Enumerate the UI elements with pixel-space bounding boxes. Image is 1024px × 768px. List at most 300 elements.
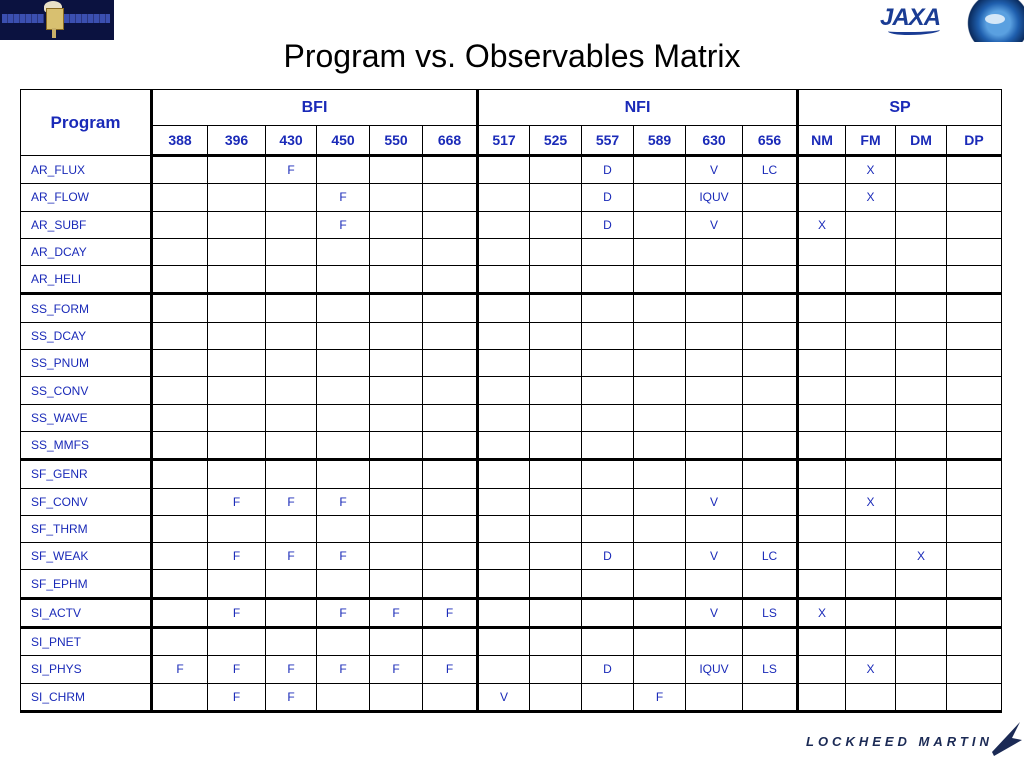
observable-cell bbox=[423, 350, 478, 377]
observable-cell: V bbox=[686, 488, 743, 515]
observable-cell bbox=[478, 488, 530, 515]
observable-cell bbox=[208, 266, 266, 294]
observable-cell bbox=[478, 184, 530, 211]
observable-cell bbox=[686, 683, 743, 711]
observable-cell bbox=[266, 404, 317, 431]
observable-cell bbox=[743, 515, 798, 542]
observable-cell bbox=[634, 238, 686, 265]
observable-cell bbox=[896, 238, 947, 265]
observable-cell bbox=[478, 404, 530, 431]
observable-cell bbox=[686, 460, 743, 488]
observable-cell bbox=[530, 570, 582, 598]
observable-cell bbox=[634, 460, 686, 488]
observable-cell bbox=[152, 322, 208, 349]
observable-cell bbox=[208, 431, 266, 459]
wavelength-header: 396 bbox=[208, 126, 266, 156]
observable-cell: F bbox=[266, 156, 317, 184]
observable-cell bbox=[317, 570, 370, 598]
observable-cell bbox=[846, 460, 896, 488]
observable-cell bbox=[846, 266, 896, 294]
observable-cell: LC bbox=[743, 543, 798, 570]
observable-cell: X bbox=[798, 598, 846, 627]
wavelength-header: NM bbox=[798, 126, 846, 156]
observable-cell bbox=[478, 628, 530, 656]
solar-panel-left bbox=[2, 14, 44, 23]
observable-cell bbox=[947, 377, 1002, 404]
observable-cell bbox=[582, 488, 634, 515]
observable-cell bbox=[743, 431, 798, 459]
jaxa-wordmark: JAXA bbox=[880, 4, 941, 31]
wavelength-header: 557 bbox=[582, 126, 634, 156]
observable-cell bbox=[947, 543, 1002, 570]
observable-cell: LC bbox=[743, 156, 798, 184]
observable-cell bbox=[947, 156, 1002, 184]
observable-cell bbox=[530, 431, 582, 459]
observable-cell bbox=[152, 515, 208, 542]
observable-cell: F bbox=[317, 184, 370, 211]
observable-cell bbox=[266, 238, 317, 265]
observable-cell bbox=[423, 184, 478, 211]
observable-cell: F bbox=[152, 656, 208, 683]
observable-cell bbox=[266, 570, 317, 598]
observable-cell bbox=[266, 294, 317, 322]
observable-cell bbox=[208, 350, 266, 377]
observable-cell bbox=[846, 570, 896, 598]
observable-cell bbox=[947, 656, 1002, 683]
observable-cell bbox=[743, 377, 798, 404]
observable-cell bbox=[896, 404, 947, 431]
observable-cell bbox=[582, 431, 634, 459]
observable-cell bbox=[530, 598, 582, 627]
program-name-cell: SS_WAVE bbox=[21, 404, 152, 431]
observable-cell bbox=[798, 570, 846, 598]
program-name-cell: SF_GENR bbox=[21, 460, 152, 488]
observable-cell bbox=[478, 238, 530, 265]
observable-cell bbox=[634, 350, 686, 377]
observable-cell bbox=[743, 294, 798, 322]
observable-cell bbox=[478, 656, 530, 683]
observable-cell bbox=[743, 683, 798, 711]
program-observables-matrix bbox=[20, 89, 1002, 713]
observable-cell bbox=[743, 184, 798, 211]
observable-cell: V bbox=[478, 683, 530, 711]
wavelength-header: 668 bbox=[423, 126, 478, 156]
observable-cell bbox=[743, 266, 798, 294]
observable-cell bbox=[208, 156, 266, 184]
observable-cell bbox=[152, 404, 208, 431]
wavelength-header: 388 bbox=[152, 126, 208, 156]
observable-cell bbox=[947, 488, 1002, 515]
table-row bbox=[21, 515, 1002, 542]
observable-cell bbox=[530, 404, 582, 431]
observable-cell: F bbox=[317, 598, 370, 627]
program-name-cell: SF_EPHM bbox=[21, 570, 152, 598]
observable-cell bbox=[530, 211, 582, 238]
table-row bbox=[21, 238, 1002, 265]
observable-cell bbox=[370, 628, 423, 656]
observable-cell bbox=[896, 184, 947, 211]
observable-cell bbox=[743, 211, 798, 238]
observable-cell bbox=[478, 156, 530, 184]
observable-cell bbox=[370, 294, 423, 322]
observable-cell bbox=[530, 184, 582, 211]
satellite-leg bbox=[52, 28, 56, 38]
observable-cell bbox=[152, 238, 208, 265]
observable-cell bbox=[896, 628, 947, 656]
observable-cell: D bbox=[582, 543, 634, 570]
observable-cell bbox=[634, 322, 686, 349]
observable-cell bbox=[634, 570, 686, 598]
observable-cell bbox=[896, 266, 947, 294]
observable-cell bbox=[317, 156, 370, 184]
observable-cell bbox=[634, 515, 686, 542]
table-row bbox=[21, 404, 1002, 431]
program-name-cell: AR_FLOW bbox=[21, 184, 152, 211]
observable-cell: LS bbox=[743, 656, 798, 683]
observable-cell bbox=[478, 294, 530, 322]
observable-cell bbox=[686, 628, 743, 656]
observable-cell bbox=[896, 377, 947, 404]
observable-cell bbox=[846, 350, 896, 377]
observable-cell bbox=[896, 515, 947, 542]
observable-cell bbox=[152, 598, 208, 627]
observable-cell bbox=[266, 184, 317, 211]
observable-cell bbox=[370, 431, 423, 459]
observable-cell bbox=[798, 238, 846, 265]
observable-cell: D bbox=[582, 184, 634, 211]
observable-cell bbox=[947, 211, 1002, 238]
observable-cell bbox=[846, 628, 896, 656]
observable-cell bbox=[317, 683, 370, 711]
observable-cell bbox=[947, 238, 1002, 265]
lockheed-martin-logo: LOCKHEED MARTIN bbox=[806, 734, 993, 749]
observable-cell bbox=[530, 156, 582, 184]
observable-cell bbox=[152, 460, 208, 488]
observable-cell bbox=[478, 570, 530, 598]
observable-cell bbox=[370, 156, 423, 184]
observable-cell bbox=[530, 294, 582, 322]
observable-cell bbox=[582, 460, 634, 488]
observable-cell bbox=[478, 431, 530, 459]
wavelength-header: 630 bbox=[686, 126, 743, 156]
observable-cell bbox=[370, 683, 423, 711]
observable-cell bbox=[152, 628, 208, 656]
observable-cell bbox=[896, 156, 947, 184]
observable-cell bbox=[208, 184, 266, 211]
observable-cell: F bbox=[423, 598, 478, 627]
observable-cell bbox=[686, 294, 743, 322]
observable-cell: F bbox=[208, 488, 266, 515]
observable-cell bbox=[317, 515, 370, 542]
observable-cell bbox=[686, 238, 743, 265]
table-row bbox=[21, 431, 1002, 459]
observable-cell bbox=[947, 266, 1002, 294]
observable-cell bbox=[530, 515, 582, 542]
observable-cell bbox=[947, 683, 1002, 711]
observable-cell bbox=[152, 184, 208, 211]
group-header-sp: SP bbox=[798, 90, 1002, 126]
observable-cell bbox=[798, 266, 846, 294]
observable-cell: V bbox=[686, 543, 743, 570]
observable-cell bbox=[634, 266, 686, 294]
observable-cell bbox=[582, 238, 634, 265]
observable-cell bbox=[846, 238, 896, 265]
observable-cell bbox=[317, 460, 370, 488]
observable-cell: IQUV bbox=[686, 656, 743, 683]
observable-cell bbox=[798, 488, 846, 515]
table-row bbox=[21, 488, 1002, 515]
observable-cell bbox=[743, 322, 798, 349]
table-row bbox=[21, 266, 1002, 294]
observable-cell bbox=[530, 377, 582, 404]
observable-cell bbox=[423, 322, 478, 349]
observable-cell bbox=[634, 211, 686, 238]
observable-cell bbox=[743, 460, 798, 488]
table-row bbox=[21, 598, 1002, 627]
observable-cell: V bbox=[686, 156, 743, 184]
observable-cell: F bbox=[370, 656, 423, 683]
observable-cell bbox=[896, 488, 947, 515]
observable-cell: F bbox=[317, 543, 370, 570]
observable-cell bbox=[896, 460, 947, 488]
observable-cell bbox=[152, 266, 208, 294]
observable-cell bbox=[423, 294, 478, 322]
table-row bbox=[21, 656, 1002, 683]
wavelength-header: 517 bbox=[478, 126, 530, 156]
observable-cell bbox=[582, 377, 634, 404]
observable-cell bbox=[798, 156, 846, 184]
observable-cell bbox=[634, 156, 686, 184]
observable-cell: X bbox=[846, 156, 896, 184]
observable-cell bbox=[208, 322, 266, 349]
observable-cell bbox=[266, 350, 317, 377]
observable-cell bbox=[317, 294, 370, 322]
group-header-nfi: NFI bbox=[478, 90, 798, 126]
observable-cell bbox=[152, 683, 208, 711]
table-row bbox=[21, 570, 1002, 598]
observable-cell bbox=[798, 350, 846, 377]
observable-cell bbox=[317, 350, 370, 377]
observable-cell bbox=[208, 211, 266, 238]
observable-cell bbox=[152, 294, 208, 322]
program-name-cell: SI_PHYS bbox=[21, 656, 152, 683]
observable-cell: D bbox=[582, 156, 634, 184]
observable-cell bbox=[947, 350, 1002, 377]
observable-cell bbox=[370, 266, 423, 294]
observable-cell: F bbox=[317, 656, 370, 683]
observable-cell: V bbox=[686, 598, 743, 627]
program-name-cell: SF_THRM bbox=[21, 515, 152, 542]
observable-cell bbox=[423, 404, 478, 431]
observable-cell bbox=[896, 598, 947, 627]
wavelength-header: 656 bbox=[743, 126, 798, 156]
program-name-cell: SF_WEAK bbox=[21, 543, 152, 570]
observable-cell bbox=[208, 628, 266, 656]
page-title: Program vs. Observables Matrix bbox=[283, 38, 741, 74]
observable-cell bbox=[743, 350, 798, 377]
observable-cell bbox=[266, 460, 317, 488]
program-name-cell: SS_FORM bbox=[21, 294, 152, 322]
observable-cell bbox=[582, 598, 634, 627]
observable-cell bbox=[798, 431, 846, 459]
observable-cell bbox=[798, 515, 846, 542]
observable-cell bbox=[370, 460, 423, 488]
observable-cell: IQUV bbox=[686, 184, 743, 211]
observable-cell bbox=[634, 488, 686, 515]
observable-cell bbox=[152, 350, 208, 377]
observable-cell bbox=[370, 377, 423, 404]
observable-cell: V bbox=[686, 211, 743, 238]
observable-cell bbox=[582, 404, 634, 431]
observable-cell bbox=[266, 598, 317, 627]
observable-cell bbox=[208, 238, 266, 265]
program-name-cell: AR_DCAY bbox=[21, 238, 152, 265]
observable-cell: X bbox=[896, 543, 947, 570]
observable-cell bbox=[896, 322, 947, 349]
observable-cell bbox=[846, 377, 896, 404]
observable-cell bbox=[846, 322, 896, 349]
observable-cell bbox=[798, 294, 846, 322]
observable-cell: F bbox=[266, 683, 317, 711]
observable-cell bbox=[478, 377, 530, 404]
observable-cell: F bbox=[208, 598, 266, 627]
observable-cell bbox=[846, 515, 896, 542]
observable-cell bbox=[423, 266, 478, 294]
observable-cell bbox=[582, 266, 634, 294]
observable-cell: F bbox=[208, 543, 266, 570]
table-row bbox=[21, 460, 1002, 488]
observable-cell bbox=[846, 294, 896, 322]
program-name-cell: SS_PNUM bbox=[21, 350, 152, 377]
observable-cell bbox=[634, 377, 686, 404]
observable-cell bbox=[798, 683, 846, 711]
table-row bbox=[21, 156, 1002, 184]
program-name-cell: SI_PNET bbox=[21, 628, 152, 656]
observable-cell bbox=[896, 656, 947, 683]
observable-cell bbox=[423, 683, 478, 711]
observable-cell bbox=[634, 598, 686, 627]
observable-cell bbox=[317, 431, 370, 459]
observable-cell bbox=[478, 515, 530, 542]
observable-cell bbox=[530, 628, 582, 656]
observable-cell: F bbox=[208, 683, 266, 711]
program-name-cell: SF_CONV bbox=[21, 488, 152, 515]
table-row bbox=[21, 184, 1002, 211]
program-name-cell: SS_MMFS bbox=[21, 431, 152, 459]
observable-cell: X bbox=[846, 488, 896, 515]
observable-cell bbox=[947, 431, 1002, 459]
observable-cell bbox=[686, 570, 743, 598]
observable-cell bbox=[317, 628, 370, 656]
table-row bbox=[21, 543, 1002, 570]
program-name-cell: SS_CONV bbox=[21, 377, 152, 404]
observable-cell bbox=[530, 266, 582, 294]
observable-cell bbox=[370, 322, 423, 349]
observable-cell: X bbox=[798, 211, 846, 238]
observable-cell: F bbox=[317, 211, 370, 238]
observable-cell bbox=[370, 184, 423, 211]
table-row bbox=[21, 294, 1002, 322]
observable-cell: X bbox=[846, 656, 896, 683]
observable-cell bbox=[947, 598, 1002, 627]
observable-cell bbox=[686, 515, 743, 542]
observable-cell bbox=[743, 488, 798, 515]
wavelength-header: FM bbox=[846, 126, 896, 156]
table-row bbox=[21, 322, 1002, 349]
observable-cell bbox=[423, 515, 478, 542]
observable-cell bbox=[947, 184, 1002, 211]
observable-cell bbox=[423, 543, 478, 570]
wavelength-header: 430 bbox=[266, 126, 317, 156]
observable-cell bbox=[743, 404, 798, 431]
observable-cell bbox=[947, 294, 1002, 322]
observable-cell bbox=[530, 683, 582, 711]
observable-cell: F bbox=[266, 488, 317, 515]
observable-cell bbox=[582, 570, 634, 598]
observable-cell bbox=[370, 238, 423, 265]
observable-cell bbox=[846, 211, 896, 238]
observable-cell bbox=[370, 515, 423, 542]
observable-cell bbox=[423, 377, 478, 404]
observable-cell bbox=[686, 266, 743, 294]
observable-cell bbox=[634, 294, 686, 322]
observable-cell bbox=[266, 628, 317, 656]
wavelength-header: 525 bbox=[530, 126, 582, 156]
observable-cell: F bbox=[634, 683, 686, 711]
observable-cell bbox=[686, 377, 743, 404]
observable-cell: F bbox=[423, 656, 478, 683]
observable-cell bbox=[634, 431, 686, 459]
observable-cell bbox=[634, 184, 686, 211]
observable-cell bbox=[266, 515, 317, 542]
observable-cell bbox=[370, 211, 423, 238]
observable-cell bbox=[634, 404, 686, 431]
observable-cell bbox=[582, 683, 634, 711]
observable-cell bbox=[634, 543, 686, 570]
observable-cell bbox=[423, 431, 478, 459]
program-name-cell: AR_FLUX bbox=[21, 156, 152, 184]
observable-cell bbox=[798, 628, 846, 656]
wavelength-header: 550 bbox=[370, 126, 423, 156]
observable-cell bbox=[208, 460, 266, 488]
observable-cell bbox=[317, 404, 370, 431]
observable-cell bbox=[370, 404, 423, 431]
observable-cell: LS bbox=[743, 598, 798, 627]
observable-cell bbox=[423, 211, 478, 238]
observable-cell bbox=[530, 488, 582, 515]
observable-cell bbox=[530, 543, 582, 570]
observable-cell bbox=[582, 294, 634, 322]
program-name-cell: AR_SUBF bbox=[21, 211, 152, 238]
observable-cell: F bbox=[317, 488, 370, 515]
observable-cell bbox=[846, 683, 896, 711]
observable-cell bbox=[478, 322, 530, 349]
observable-cell bbox=[317, 322, 370, 349]
table-row bbox=[21, 683, 1002, 711]
observable-cell bbox=[370, 488, 423, 515]
observable-cell bbox=[317, 266, 370, 294]
satellite-body bbox=[46, 8, 64, 30]
table-row bbox=[21, 377, 1002, 404]
observable-cell: D bbox=[582, 211, 634, 238]
observable-cell bbox=[582, 322, 634, 349]
program-name-cell: SI_ACTV bbox=[21, 598, 152, 627]
observable-cell bbox=[530, 656, 582, 683]
observable-cell bbox=[896, 431, 947, 459]
observable-cell: F bbox=[370, 598, 423, 627]
wavelength-header: DP bbox=[947, 126, 1002, 156]
observable-cell bbox=[152, 156, 208, 184]
